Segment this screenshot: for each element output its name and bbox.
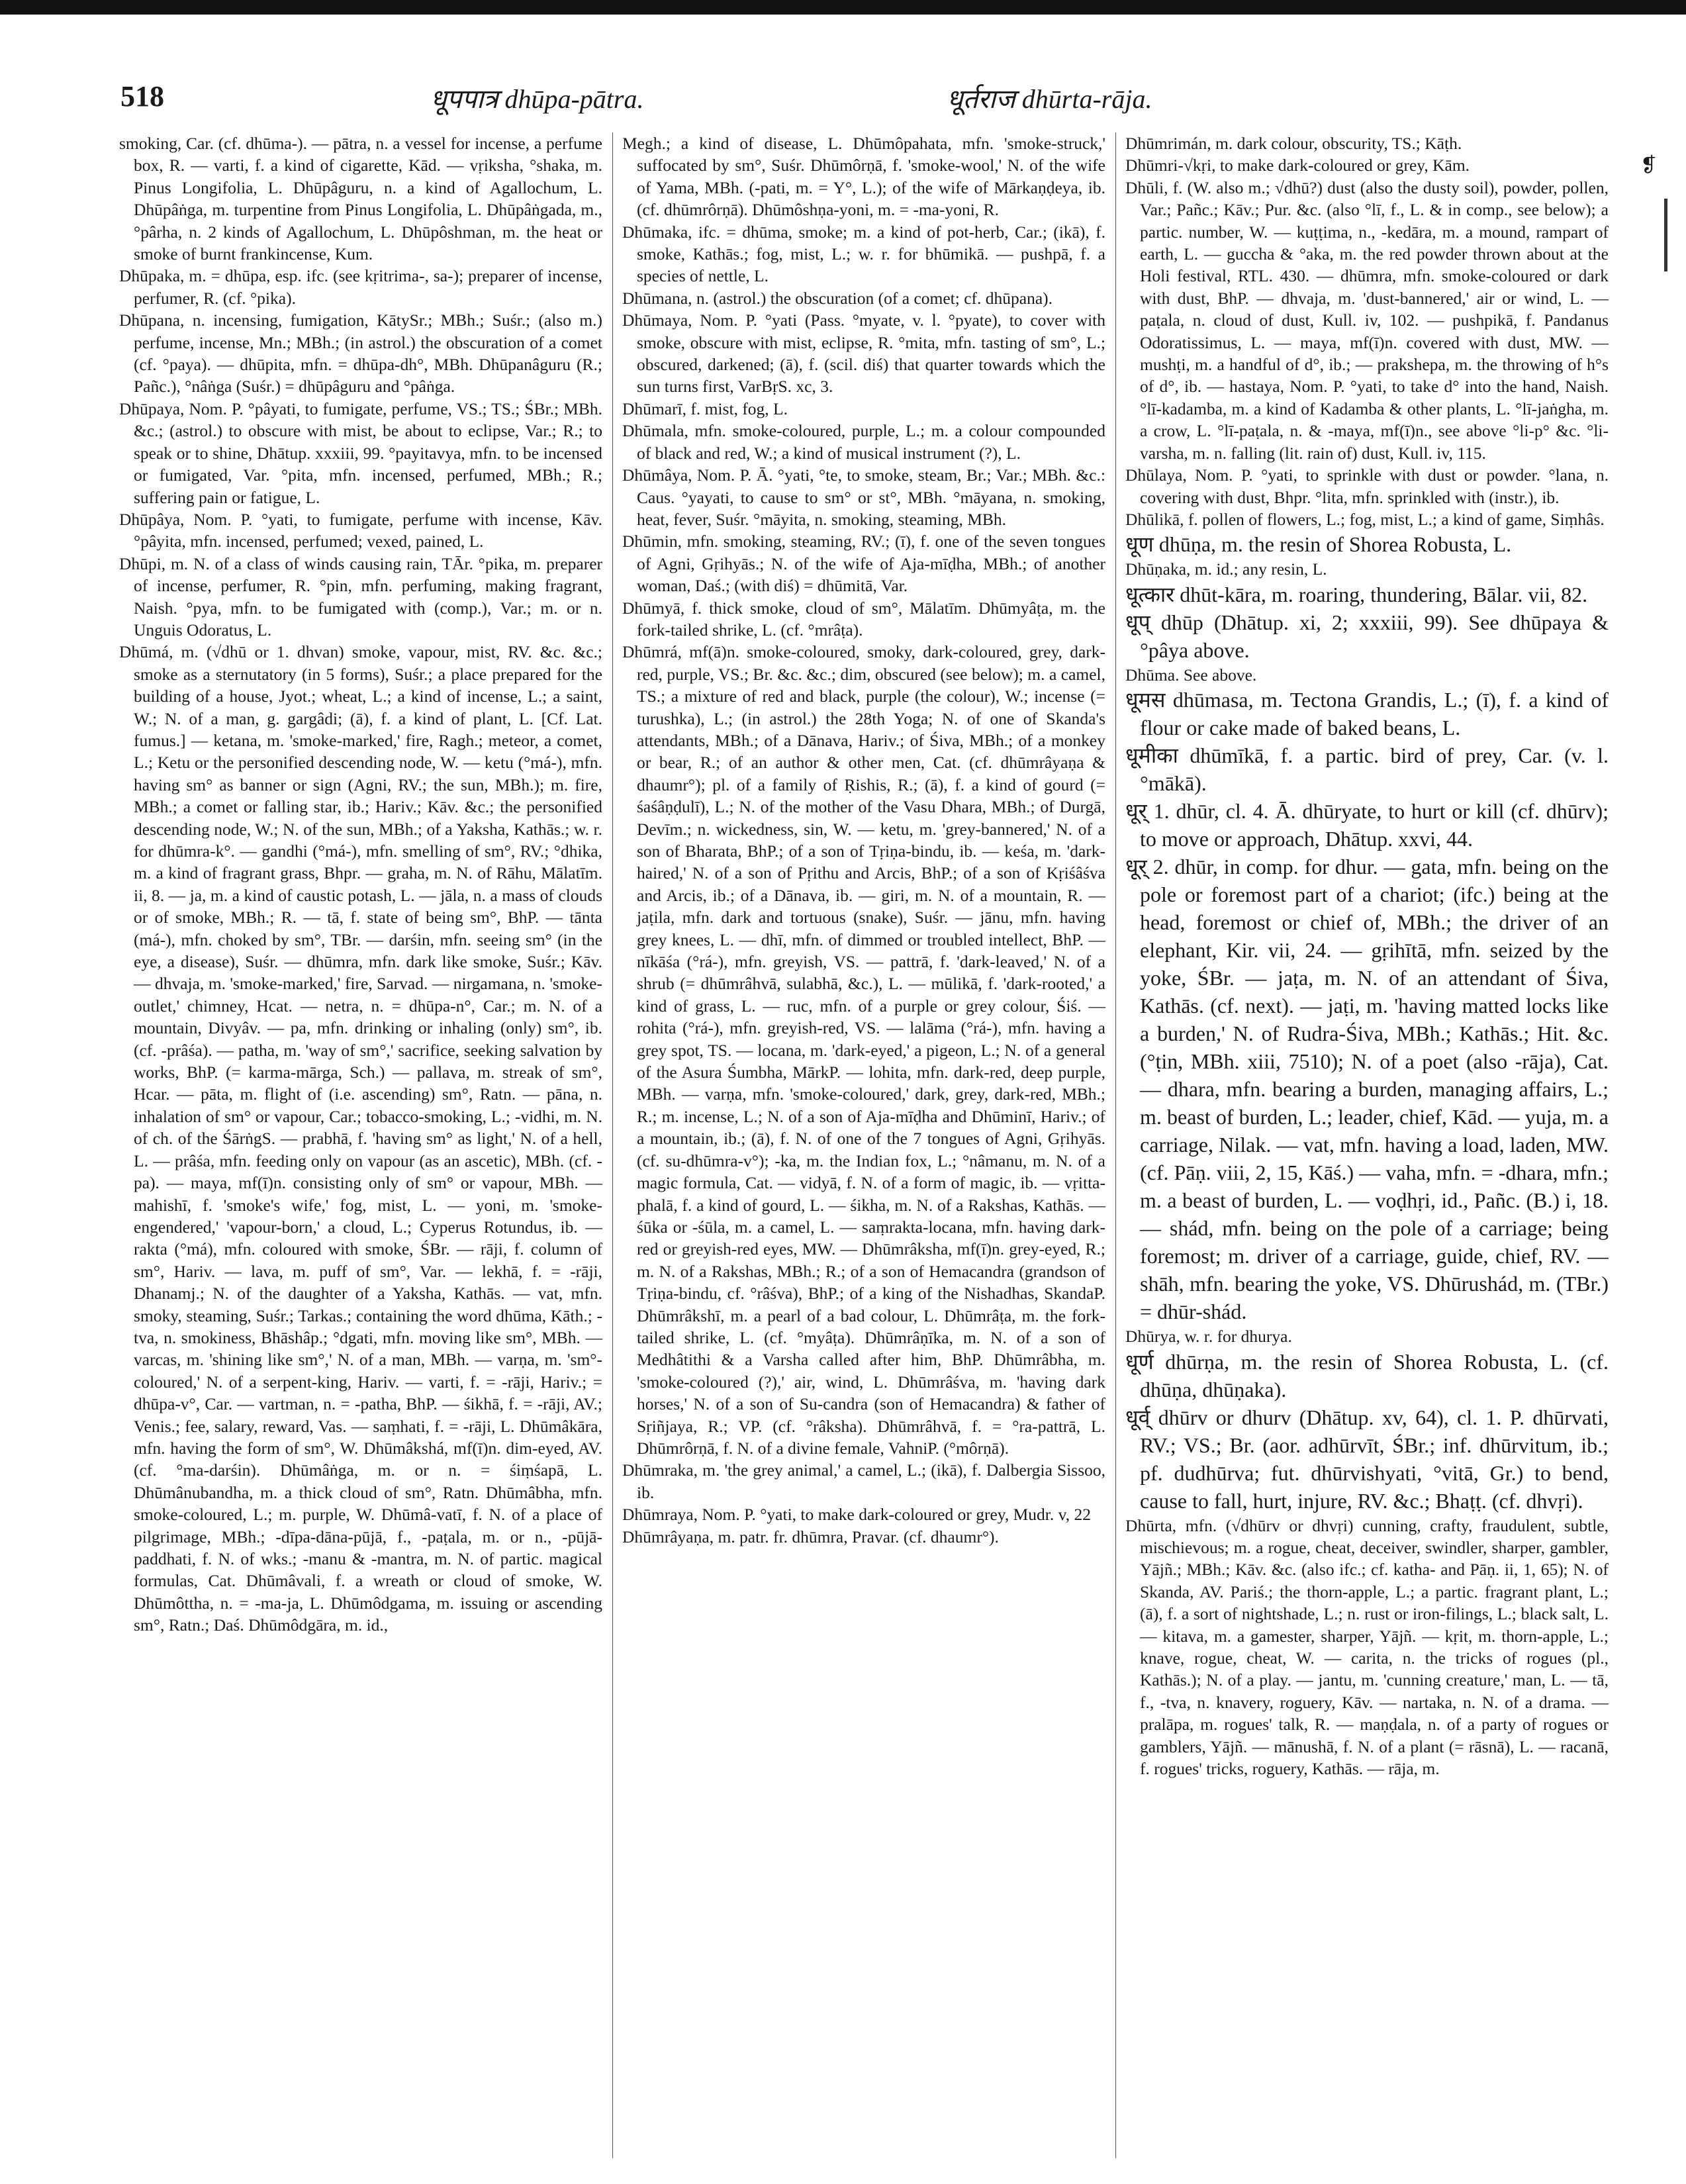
scan-top-border — [0, 0, 1686, 15]
dictionary-entry: धूर्व् dhūrv or dhurv (Dhātup. xv, 64), cl. 1. P. dhūrvati, RV.; VS.; Br. (aor. adhūrvīt, ŚBr.; inf. dhūrvitum, ib.; pf. dudhūrva; fut. dhūrvishyati, °vitā, Gr.) to bend, cause to fall, hurt, injure, RV. &c.; Bhaṭṭ. (cf. dhvṛi). — [1125, 1405, 1609, 1513]
column-2 — [622, 132, 1105, 2158]
dictionary-entry: धूप् dhūp (Dhātup. xi, 2; xxxiii, 99). See dhūpaya & °pâya above. — [1125, 610, 1609, 662]
dictionary-entry: Dhūmaka, ifc. = dhūma, smoke; m. a kind of pot-herb, Car.; (ikā), f. smoke, Kathās.; fog, mist, L.; w. r. for bhūmikā. — pushpā, f. a species of nettle, L. — [622, 222, 1105, 286]
dictionary-entry: धूमस dhūmasa, m. Tectona Grandis, L.; (ī), f. a kind of flour or cake made of baked beans, L. — [1125, 688, 1609, 740]
column-1 — [119, 132, 602, 2158]
dictionary-entry: Dhūmaya, Nom. P. °yati (Pass. °myate, v. l. °pyate), to cover with smoke, obscure with mist, eclipse, R. °mita, mfn. tasting of sm°, L.; obscured, darkened; (ā), f. (scil. diś) that quarter towards which the sun turns first, VarBṛS. xc, 3. — [622, 310, 1105, 397]
dictionary-entry: Dhūmana, n. (astrol.) the obscuration (of a comet; cf. dhūpana). — [622, 288, 1053, 308]
dictionary-entry: धूत्कार dhūt-kāra, m. roaring, thundering, Bālar. vii, 82. — [1125, 582, 1588, 606]
dictionary-entry: Dhūpana, n. incensing, fumigation, KātySr.; MBh.; Suśr.; (also m.) perfume, incense, Mn.; MBh.; (in astrol.) the obscuration of a comet (cf. °paya). — dhūpita, mfn. = dhūpa-dh°, MBh. Dhūpanâguru (R.; Pañc.), °nâṅga (Suśr.) = dhūpâguru and °pâṅga. — [119, 310, 602, 397]
dictionary-entry: धूमीका dhūmīkā, f. a partic. bird of prey, Car. (v. l. °mākā). — [1125, 743, 1609, 796]
dictionary-entry: धूर्ण dhūrṇa, m. the resin of Shorea Robusta, L. (cf. dhūṇa, dhūṇaka). — [1125, 1349, 1609, 1401]
dictionary-entry: Dhūmá, m. (√dhū or 1. dhvan) smoke, vapour, mist, RV. &c. &c.; smoke as a sternutatory (in 5 forms), Suśr.; a place prepared for the building of a house, Jyot.; wheat, L.; a kind of incense, L.; a saint, W.; N. of a man, g. gargâdi; (ā), f. a kind of plant, L. [Cf. Lat. fumus.] — ketana, m. 'smoke-marked,' fire, Ragh.; meteor, a comet, L.; Ketu or the personified descending node, W. — ketu (°má-), mfn. having sm° as banner or sign (Agni, RV.; the sun, MBh.); m. fire, MBh.; a comet or falling star, ib.; Hariv.; Kāv. &c.; the personified descending node, W.; N. of the sun, MBh.; of a Yaksha, Kathās.; w. r. for dhūmra-k°. — gandhi (°má-), mfn. smelling of sm°, RV.; °dhika, m. a kind of fragrant grass, Bhpr. — graha, m. N. of Rāhu, Mālatīm. ii, 8. — ja, m. a kind of caustic potash, L. — jāla, n. a mass of clouds or of smoke, MBh.; R. — tā, f. state of being sm°, BhP. — tānta (má-), mfn. choked by sm°, TBr. — darśin, mfn. seeing sm° (in the eye, a disease), Suśr. — dhūmra, mfn. dark like smoke, Suśr.; Kāv. — dhvaja, m. 'smoke-marked,' fire, Sarvad. — nirgamana, n. 'smoke-outlet,' chimney, Hcat. — netra, n. = dhūpa-n°, Car.; m. N. of a mountain, Divyâv. — pa, mfn. drinking or inhaling (only) sm°, ib. (cf. -prâśa). — patha, m. 'way of sm°,' sacrifice, seeking salvation by works, BhP. (= karma-mārga, Sch.) — pallava, m. streak of sm°, Hcar. — pāta, m. flight of (i.e. ascending) sm°, Ratn. — pāna, n. inhalation of sm° or vapour, Car.; tobacco-smoking, L.; -vidhi, m. N. of ch. of the ŚārṅgS. — prabhā, f. 'having sm° as light,' N. of a hell, L. — prâśa, mfn. feeding only on vapour (as an ascetic), MBh. (cf. -pa). — maya, mf(ī)n. consisting only of sm° or vapour, MBh. — mahishī, f. 'smoke's wife,' fog, mist, L. — yoni, m. 'smoke-engendered,' 'vapour-born,' a cloud, L.; Cyperus Rotundus, ib. — rakta (°má), mfn. coloured with smoke, ŚBr. — rāji, f. column of sm°, Hariv. — lava, m. puff of sm°, Var. — lekhā, f. = -rāji, Dhanamj.; N. of the daughter of a Yaksha, Kathās. — vat, mfn. smoky, steaming, Suśr.; Tarkas.; containing the word dhūma, Kāth.; -tva, n. smokiness, Bhāshâp.; °dgati, mfn. moving like sm°, MBh. — varcas, m. 'shining like sm°,' N. of a man, MBh. — varṇa, m. 'sm°-coloured,' N. of a serpent-king, Hariv. — varti, f. = -rāji, Hariv.; = dhūpa-v°, Car. — vartman, n. = -patha, BhP. — śikhā, f. = -rāji, AV.; Venis.; fee, salary, reward, Vas. — saṃhati, f. = -rāji, L. Dhūmâkāra, mfn. having the form of sm°, W. Dhūmâkshá, mf(ī)n. dim-eyed, AV. (cf. °ma-darśin). Dhūmâṅga, m. or n. = śiṃśapā, L. Dhūmânubandha, m. a thick cloud of sm°, Ratn. Dhūmâbha, mfn. smoke-coloured, L.; m. purple, W. Dhūmâ-vatī, f. N. of a place of pilgrimage, MBh.; -dīpa-dāna-pūjā, f., -paṭala, m. or n., -pūjā-paddhati, f. N. of wks.; -manu & -mantra, m. N. of partic. magical formulas, Cat. Dhūmâvali, f. a wreath or cloud of smoke, W. Dhūmôttha, n. = -ma-ja, L. Dhūmôdgama, m. issuing or ascending sm°, Ratn.; Daś. Dhūmôdgāra, m. id., — [119, 642, 602, 1635]
dictionary-entry: Dhūli, f. (W. also m.; √dhū?) dust (also the dusty soil), powder, pollen, Var.; Pañc.; Kāv.; Pur. &c. (also °lī, f., L. & in comp., see below); a partic. number, W. — kuṭṭima, n., -kedāra, m. a mound, rampart of earth, L. — guccha & °aka, m. the red powder thrown about at the Holi festival, RTL. 430. — dhūmra, mfn. smoke-coloured or dark with dust, BhP. — dhvaja, m. 'dust-bannered,' air or wind, L. — paṭala, n. cloud of dust, Kull. iv, 102. — pushpikā, f. Pandanus Odoratissimus, L. — maya, mf(ī)n. covered with dust, MW. — mushṭi, m. a handful of d°, ib.; — prakshepa, m. the throwing of h°s of d°, ib. — hastaya, Nom. P. °yati, to take d° into the hand, Naish. °lī-kadamba, m. a kind of Kadamba & other plants, L. °lī-jaṅgha, m. a crow, L. °lī-paṭala, n. & -maya, mf(ī)n., see above °li-p° &c. °li-varsha, m. n. falling (lit. rain of) dust, Kull. iv, 115. — [1125, 177, 1609, 463]
dictionary-columns — [119, 132, 1609, 2158]
column-rule — [612, 132, 613, 2158]
dictionary-entry: Dhūṇaka, m. id.; any resin, L. — [1125, 559, 1327, 579]
dictionary-entry: Dhūrya, w. r. for dhurya. — [1125, 1327, 1292, 1347]
left-running-head: धूपपात्र dhūpa-pātra. — [430, 84, 644, 114]
dictionary-entry: Dhūmrâyaṇa, m. patr. fr. dhūmra, Pravar. (cf. dhaumr°). — [622, 1527, 999, 1546]
dictionary-entry: Dhūlikā, f. pollen of flowers, L.; fog, mist, L.; a kind of game, Siṃhâs. — [1125, 509, 1605, 529]
dictionary-entry: smoking, Car. (cf. dhūma-). — pātra, n. a vessel for incense, a perfume box, R. — varti, f. a kind of cigarette, Kād. — vṛiksha, °shaka, m. Pinus Longifolia, L. Dhūpâguru, n. a kind of Agallochum, L. Dhūpâṅga, m. turpentine from Pinus Longifolia, L. Dhūpâṅgada, m., °pârha, n. 2 kinds of Agallochum, L. Dhūpôshman, m. the heat or smoke of burnt frankincense, Kum. — [119, 134, 602, 264]
dictionary-entry: धूण dhūṇa, m. the resin of Shorea Robusta, L. — [1125, 532, 1512, 557]
dictionary-entry: Dhūlaya, Nom. P. °yati, to sprinkle with dust or powder. °lana, n. covering with dust, Bhpr. °lita, mfn. sprinkled with (instr.), ib. — [1125, 465, 1609, 507]
column-3 — [1125, 132, 1609, 2158]
dictionary-entry: Dhūrta, mfn. (√dhūrv or dhvṛi) cunning, crafty, fraudulent, subtle, mischievous; m. a rogue, cheat, deceiver, swindler, sharper, gambler, Yājñ.; MBh.; Kāv. &c. (also ifc.; cf. katha- and Pāṇ. ii, 1, 65); N. of Skanda, AV. Pariś.; the thorn-apple, L.; a partic. fragrant plant, L.; (ā), f. a sort of nightshade, L.; n. rust or iron-filings, L.; black salt, L. — kitava, m. a gamester, sharper, Yājñ. — kṛit, m. thorn-apple, L.; knave, rogue, cheat, W. — carita, n. the tricks of rogues (pl., Kathās.); N. of a play. — jantu, m. 'cunning creature,' man, L. — tā, f., -tva, n. knavery, roguery, Kāv. — nartaka, n. N. of a drama. — pralāpa, m. rogues' talk, R. — maṇḍala, n. of a party of rogues or gamblers, Yājñ. — mānushā, f. N. of a plant (= rāsnā), L. — racanā, f. rogues' tricks, roguery, Kathās. — rāja, m. — [1125, 1515, 1609, 1778]
page-header — [0, 79, 1686, 126]
dictionary-entry: Dhūmyā, f. thick smoke, cloud of sm°, Mālatīm. Dhūmyâṭa, m. the fork-tailed shrike, L. (cf. °mrâṭa). — [622, 598, 1105, 640]
dictionary-entry: Dhūpâya, Nom. P. °yati, to fumigate, perfume with incense, Kāv. °pâyita, mfn. incensed, perfumed; vexed, pained, L. — [119, 509, 602, 551]
right-running-head: धूर्तराज dhūrta-rāja. — [947, 84, 1152, 114]
dictionary-entry: Dhūpaka, m. = dhūpa, esp. ifc. (see kṛitrima-, sa-); preparer of incense, perfumer, R. (cf. °pika). — [119, 266, 602, 308]
dictionary-entry: Dhūmrá, mf(ā)n. smoke-coloured, smoky, dark-coloured, grey, dark-red, purple, VS.; Br. &c. &c.; dim, obscured (see below); m. a camel, TS.; a mixture of red and black, purple (the colour), W.; incense (= turushka), L.; (in astrol.) the 28th Yoga; N. of one of Skanda's attendants, MBh.; of a Dānava, Hariv.; of Śiva, MBh.; of a monkey or bear, R.; of an author & other men, Cat. (cf. dhūmrâyaṇa & dhaumr°); pl. of a family of Ṛishis, R.; (ā), f. a kind of gourd (= śaśâṇḍulī), L.; N. of the mother of the Vasu Dhara, MBh.; of Durgā, Devīm.; n. wickedness, sin, W. — ketu, m. 'grey-bannered,' N. of a son of Bharata, BhP.; of a son of Tṛiṇa-bindu, ib. — keśa, m. 'dark-haired,' N. of a son of Pṛithu and Arcis, BhP.; of a son of Kṛiśâśva and Arcis, ib.; of a Dānava, ib. — giri, m. N. of a mountain, R. — jaṭila, mfn. dark and tortuous (snake), Suśr. — jānu, mfn. having grey knees, L. — dhī, mfn. of dimmed or troubled intellect, BhP. — nīkāśa (°rá-), mfn. greyish, VS. — pattrā, f. 'dark-leaved,' N. of a shrub (= dhūmrâhvā, sulabhā, &c.), L. — mūlikā, f. 'dark-rooted,' a kind of grass, L. — ruc, mfn. of a purple or grey colour, Śiś. — rohita (°rá-), mfn. greyish-red, VS. — lalāma (°rá-), mfn. having a grey spot, TS. — locana, m. 'dark-eyed,' a pigeon, L.; N. of a general of the Asura Śumbha, MārkP. — lohita, mfn. dark-red, deep purple, MBh. — varṇa, mfn. 'smoke-coloured,' dark, grey, dark-red, MBh.; R.; m. incense, L.; N. of a son of Aja-mīḍha and Dhūminī, Hariv.; of a mountain, ib.; (ā), f. N. of one of the 7 tongues of Agni, Gṛihyās. (cf. su-dhūmra-v°); -ka, m. the Indian fox, L.; °nâmanu, m. N. of a magic formula, Cat. — vidyā, f. N. of a form of magic, ib. — vṛitta-phalā, f. a kind of gourd, L. — śikha, m. N. of a Rakshas, Kathās. — śūka or -śūla, m. a camel, L. — saṃrakta-locana, mfn. having dark-red or greyish-red eyes, MW. — Dhūmrâksha, mf(ī)n. grey-eyed, R.; m. N. of a Rakshas, MBh.; R.; of a son of Hemacandra (grandson of Tṛiṇa-bindu, cf. °râśva), BhP.; of a king of the Nishadhas, SkandaP. Dhūmrâkshī, m. a pearl of a bad colour, L. Dhūmrâṭa, m. the fork-tailed shrike, L. (cf. °myâṭa). Dhūmrâṇīka, m. N. of a son of Medhâtithi & a Varsha called after him, BhP. Dhūmrâbha, m. 'smoke-coloured (?),' air, wind, L. Dhūmrâśva, m. 'having dark horses,' N. of a son of Su-candra (son of Hemacandra) & father of Sṛiñjaya, R.; VP. (cf. °râksha). Dhūmrâhvā, f. = °ra-pattrā, L. Dhūmrôrṇā, f. N. of a divine female, VahniP. (°môrṇā). — [622, 642, 1105, 1458]
dictionary-entry: Dhūmala, mfn. smoke-coloured, purple, L.; m. a colour compounded of black and red, W.; a kind of musical instrument (?), L. — [622, 421, 1105, 463]
column-rule — [1115, 132, 1116, 2158]
dictionary-entry: Dhūmrimán, m. dark colour, obscurity, TS.; Kāṭh. — [1125, 134, 1462, 153]
dictionary-entry: Dhūmraya, Nom. P. °yati, to make dark-coloured or grey, Mudr. v, 22 — [622, 1505, 1091, 1525]
dictionary-entry: धूर् 1. dhūr, cl. 4. Ā. dhūryate, to hurt or kill (cf. dhūrv); to move or approach, Dhātup. xxvi, 44. — [1125, 799, 1609, 851]
dictionary-entry: Dhūmâya, Nom. P. Ā. °yati, °te, to smoke, steam, Br.; Var.; MBh. &c.: Caus. °yayati, to cause to sm° or st°, MBh. °māyana, n. smoking, heat, fever, Suśr. °māyita, n. smoking, steaming, MBh. — [622, 465, 1105, 529]
page-number: 518 — [120, 80, 164, 113]
dictionary-entry: Dhūmraka, m. 'the grey animal,' a camel, L.; (ikā), f. Dalbergia Sissoo, ib. — [622, 1460, 1105, 1502]
dictionary-entry: Dhūpaya, Nom. P. °pâyati, to fumigate, perfume, VS.; TS.; ŚBr.; MBh. &c.; (astrol.) to obscure with mist, be about to eclipse, Var.; R.; to speak or to shine, Dhātup. xxxiii, 99. °payitavya, mfn. to be incensed or fumigated, Var. °pita, mfn. incensed, perfumed, MBh.; R.; suffering pain or fatigue, L. — [119, 399, 602, 507]
dictionary-entry: धूर् 2. dhūr, in comp. for dhur. — gata, mfn. being on the pole or foremost part of a chariot; (ifc.) being at the head, foremost or chief of, MBh.; the driver of an elephant, Kir. vii, 24. — gṛihītā, mfn. seized by the yoke, ŚBr. — jaṭa, m. N. of an attendant of Śiva, Kathās. (cf. next). — jaṭi, m. 'having matted locks like a burden,' N. of Rudra-Śiva, MBh.; Kathās.; Hit. &c. (°ṭin, MBh. xiii, 7510); N. of a poet (also -rāja), Cat. — dhara, mfn. bearing a burden, managing affairs, L.; m. beast of burden, L.; leader, chief, Kād. — yuja, m. a carriage, Nilak. — vat, mfn. having a load, laden, MW. (cf. Pāṇ. viii, 2, 15, Kāś.) — vaha, mfn. = -dhara, mfn.; m. a beast of burden, L. — voḍhṛi, id., Pañc. (B.) i, 18. — shád, mfn. being on the pole of a carriage; being foremost; m. driver of a carriage, guide, chief, RV. — shāh, mfn. bearing the yoke, VS. Dhūrushád, m. (TBr.) = dhūr-shád. — [1125, 855, 1609, 1324]
dictionary-entry: Dhūmri-√kṛi, to make dark-coloured or grey, Kām. — [1125, 156, 1470, 175]
dictionary-entry: Dhūpi, m. N. of a class of winds causing rain, TĀr. °pika, m. preparer of incense, perfumer, R. °pin, mfn. perfuming, making fragrant, Naish. °pya, mfn. to be fumigated with (comp.), Var.; m. or n. Unguis Odoratus, L. — [119, 553, 602, 640]
dictionary-entry: Dhūmarī, f. mist, fog, L. — [622, 399, 788, 418]
dictionary-entry: Dhūmin, mfn. smoking, steaming, RV.; (ī), f. one of the seven tongues of Agni, Gṛihyās.; N. of the wife of Aja-mīḍha, MBh.; of another woman, Daś.; (with diś) = dhūmitā, Var. — [622, 532, 1105, 596]
margin-mark: ❡ — [1640, 154, 1658, 176]
margin-bar — [1664, 199, 1667, 271]
dictionary-entry: Megh.; a kind of disease, L. Dhūmôpahata, mfn. 'smoke-struck,' suffocated by sm°, Suśr. Dhūmôrṇā, f. 'smoke-wool,' N. of the wife of Yama, MBh. (-pati, m. = Y°, L.); of the wife of Mārkaṇḍeya, ib. (cf. dhūmrôrṇā). Dhūmôshṇa-yoni, m. = -ma-yoni, R. — [622, 134, 1105, 220]
dictionary-entry: Dhūma. See above. — [1125, 665, 1257, 685]
